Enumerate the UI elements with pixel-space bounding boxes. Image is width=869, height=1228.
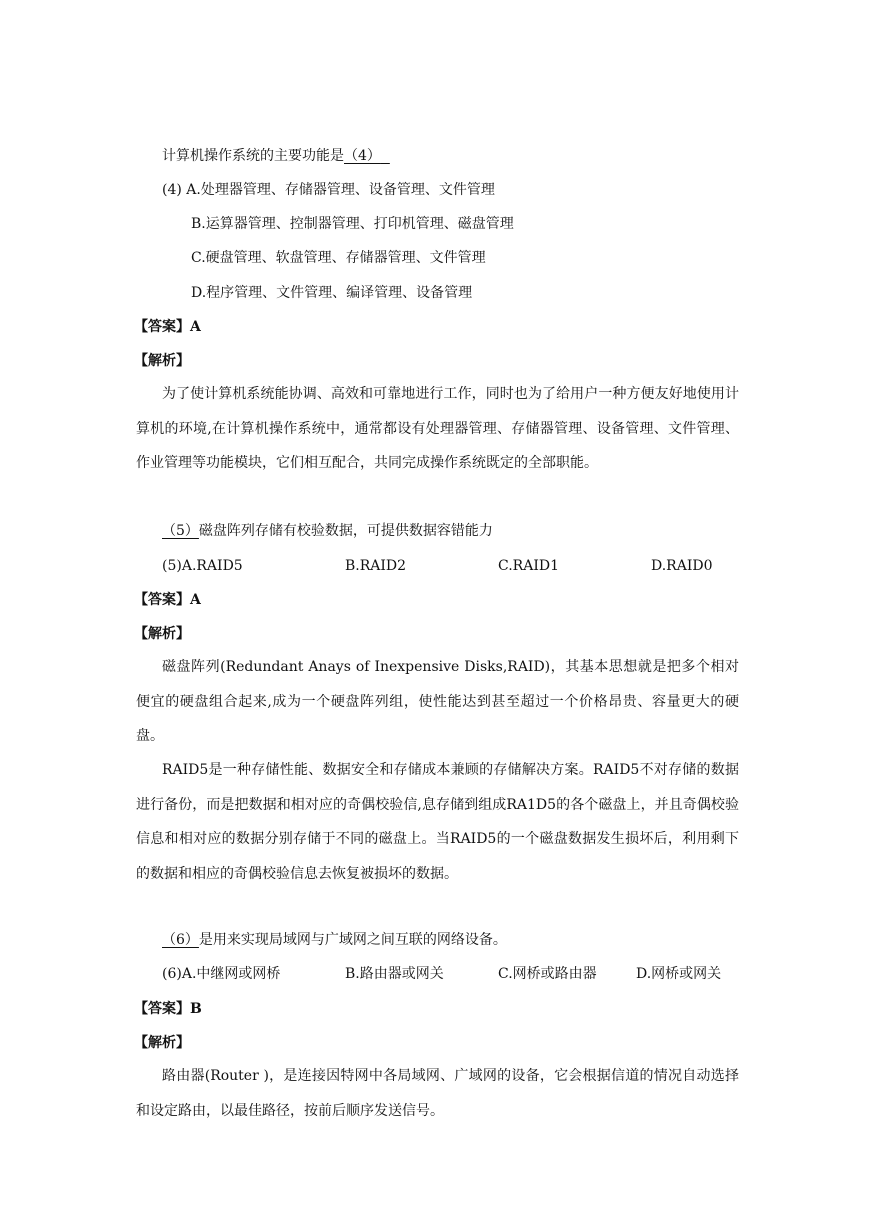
q5-option-b: B.RAID2 [345,558,407,574]
q5-answer-label: 【答案】 [134,592,190,608]
q5-answer-value: A [190,592,201,608]
q4-answer-label: 【答案】 [134,319,190,335]
q6-answer-value: B [190,1001,202,1017]
q4-option-d: D.程序管理、文件管理、编译管理、设备管理 [191,285,473,301]
q4-stem [162,146,390,166]
q5-stem-text: 磁盘阵列存储有校验数据，可提供数据容错能力 [198,523,493,539]
q6-stem-text: 是用来实现局域网与广域网之间互联的网络设备。 [198,932,507,948]
q5-stem-blank: （5） [162,523,199,539]
q6-analysis-paragraph: 路由器(Router )，是连接因特网中各局域网、广域网的设备，它会根据信道的情况自动选择和设定路由，以最佳路径，按前后顺序发送信号。 [136,1068,739,1119]
q6-answer-label: 【答案】 [134,1001,190,1017]
q6-option-a: (6)A.中继网或网桥 [162,966,281,982]
q6-option-c: C.网桥或路由器 [498,966,597,982]
q5-option-a: (5)A.RAID5 [162,558,243,574]
q5-option-d: D.RAID0 [651,558,713,574]
q6-stem-blank: （6） [162,932,199,948]
q4-stem-text: 计算机操作系统的主要功能是 [162,148,344,164]
q5-analysis-paragraph-2: RAID5是一种存储性能、数据安全和存储成本兼顾的存储解决方案。RAID5不对存储的数据进行备份，而是把数据和相对应的奇偶校验信,息存储到组成RA1D5的各个磁盘上，并且奇偶校验信息和相对应的数据分别存储于不同的磁盘上。当RAID5的一个磁盘数据发生损坏后，利用剩下的数据和相应的奇偶校验信息去恢复被损坏的数据。 [136,762,739,882]
q4-analysis-label: 【解析】 [134,353,190,369]
q4-option-b: B.运算器管理、控制器管理、打印机管理、磁盘管理 [191,216,514,232]
q5-analysis-label: 【解析】 [134,626,190,642]
q5-answer [134,590,201,610]
q4-answer [134,317,201,337]
q4-answer-value: A [190,319,201,335]
q5-option-c: C.RAID1 [498,558,559,574]
q4-option-a: (4) A.处理器管理、存储器管理、设备管理、文件管理 [162,182,495,198]
q4-option-c: C.硬盘管理、软盘管理、存储器管理、文件管理 [191,250,486,266]
q6-stem [162,930,507,950]
q5-stem [162,521,493,541]
q6-option-d: D.网桥或网关 [636,966,722,982]
q4-stem-blank: （4） [344,148,381,164]
q6-answer [134,999,202,1019]
q6-option-b: B.路由器或网关 [345,966,444,982]
q5-analysis-paragraph-1: 磁盘阵列(Redundant Anays of Inexpensive Disks,RAID)，其基本思想就是把多个相对便宜的硬盘组合起来,成为一个硬盘阵列组，使性能达到甚至超过一个价格昂贵、容量更大的硬盘。 [136,659,739,744]
q4-analysis-paragraph: 为了使计算机系统能协调、高效和可靠地进行工作，同时也为了给用户一种方便友好地使用计算机的环境,在计算机操作系统中，通常都设有处理器管理、存储器管理、设备管理、文件管理、作业管理等功能模块，它们相互配合，共同完成操作系统既定的全部职能。 [136,386,739,471]
q6-analysis-label: 【解析】 [134,1035,190,1051]
